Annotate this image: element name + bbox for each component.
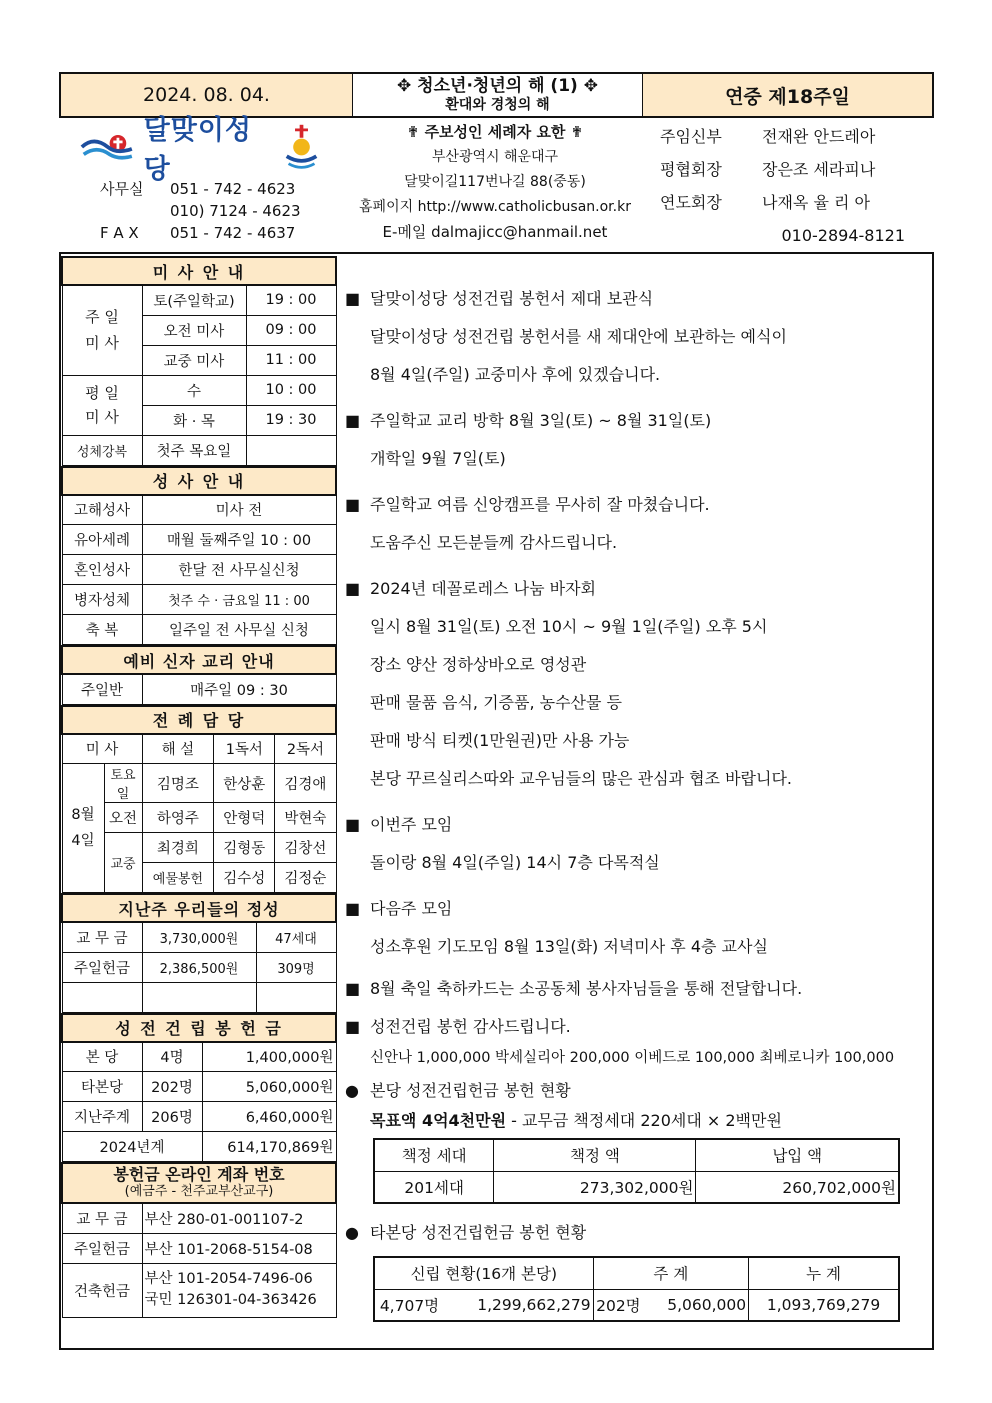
notice-title: 타본당 성전건립헌금 봉헌 현황 [370, 1223, 587, 1242]
accounts-title: 봉헌금 온라인 계좌 번호 [113, 1165, 285, 1184]
fund-amount: 6,460,000원 [202, 1102, 336, 1132]
notice-item [345, 1074, 915, 1108]
circle-bullet-icon: ● [345, 1081, 359, 1100]
notice-title: 주일학교 여름 신앙캠프를 무사히 잘 마쳤습니다. [370, 495, 710, 514]
notice-line: 신안나 1,000,000 박세실리아 200,000 이베드로 100,000 최베로니카 100,000 [370, 1050, 895, 1066]
account-type: 건축헌금 [62, 1263, 142, 1317]
circle-bullet-icon: ● [345, 1223, 359, 1242]
catechism-class: 주일반 [62, 674, 142, 704]
staff-row [660, 153, 905, 186]
notice-line: 판매 방식 티켓(1만원권)만 사용 가능 [370, 731, 630, 750]
notice-item [345, 280, 915, 318]
liturgy-header: 2독서 [275, 734, 336, 764]
sacrament-section-title: 성 사 안 내 [62, 467, 336, 495]
liturgy-table [61, 705, 337, 894]
notice-item [345, 890, 915, 928]
notice-title: 성전건립 봉헌 감사드립니다. [370, 1017, 571, 1036]
mass-time: 10 : 00 [246, 375, 336, 405]
notice-line: 장소 양산 정하상바오로 영성관 [370, 655, 587, 674]
notice-line: 8월 4일(주일) 교중미사 후에 있겠습니다. [370, 365, 661, 384]
accounts-table [61, 1162, 337, 1318]
liturgy-reader2: 박현숙 [275, 803, 336, 833]
account-type: 교 무 금 [62, 1203, 142, 1233]
liturgy-mass: 교중 [104, 833, 142, 893]
table-cell: 202명 [593, 1289, 643, 1321]
adoration-label: 성체강복 [62, 435, 142, 465]
table-cell: 4,707명 [374, 1289, 444, 1321]
notice-title: 2024년 데꼴로레스 나눔 바자회 [370, 579, 596, 598]
liturgy-offertory: 예물봉헌 [142, 863, 214, 893]
offering-blank [256, 982, 336, 1012]
liturgy-commentator: 김명조 [142, 764, 214, 803]
year-theme-title: ✥ 청소년·청년의 해 (1) ✥ [397, 76, 598, 97]
fund-source: 지난주계 [62, 1102, 142, 1132]
square-bullet-icon: ■ [345, 1017, 361, 1036]
fund-count: 202명 [142, 1072, 202, 1102]
wave-cross-icon [80, 127, 134, 167]
square-bullet-icon: ■ [345, 579, 361, 598]
contact-value: 010) 7124 - 4623 [170, 202, 301, 220]
address-line-2: 달맞이길117번나길 88(중동) [404, 174, 586, 190]
sacrament-name: 병자성체 [62, 585, 142, 615]
staff-name: 전재완 안드레아 [762, 127, 876, 146]
notice-line: 판매 물품 음식, 기증품, 농수산물 등 [370, 693, 622, 712]
table-header: 책정 세대 [374, 1139, 494, 1171]
mass-name: 수 [142, 375, 246, 405]
mass-section-title: 미 사 안 내 [62, 257, 336, 285]
contact-row [100, 200, 330, 222]
table-cell: 201세대 [374, 1171, 494, 1203]
sacrament-value: 미사 전 [142, 495, 336, 525]
staff-row [660, 186, 905, 219]
mass-name: 토(주일학교) [142, 285, 246, 315]
building-fund-title: 성 전 건 립 봉 헌 금 [62, 1014, 336, 1042]
sunday-mass-label: 주 일 미 사 [62, 285, 142, 375]
notice-line: 성소후원 기도모임 8월 13일(화) 저녁미사 후 4층 교사실 [370, 937, 768, 956]
parish-logo [80, 115, 320, 185]
square-bullet-icon: ■ [345, 815, 361, 834]
contact-row [100, 178, 330, 200]
fund-count: 4명 [142, 1042, 202, 1072]
square-bullet-icon: ■ [345, 979, 361, 998]
catechism-table [61, 645, 337, 705]
liturgy-mass: 토요일 [104, 764, 142, 803]
offering-blank [62, 982, 142, 1012]
notice-title: 본당 성전건립헌금 봉헌 현황 [370, 1081, 571, 1100]
address-line-1: 부산광역시 해운대구 [431, 149, 559, 165]
notice-item [345, 486, 915, 524]
contact-label [100, 200, 170, 222]
phone-number: 010-2894-8121 [781, 226, 905, 245]
mass-time: 19 : 30 [246, 405, 336, 435]
notice-item [345, 1216, 915, 1250]
liturgy-mass: 오전 [104, 803, 142, 833]
notice-item [345, 806, 915, 844]
mass-time: 09 : 00 [246, 315, 336, 345]
staff-row [660, 120, 905, 153]
notice-line: 개학일 9월 7일(토) [370, 449, 506, 468]
notice-item [345, 1008, 915, 1046]
offering-table [61, 893, 337, 1013]
accounts-subtitle: (예금주 - 천주교부산교구) [124, 1184, 274, 1199]
offering-amount: 2,386,500원 [142, 952, 256, 982]
notice-item [345, 570, 915, 608]
liturgy-header: 1독서 [214, 734, 275, 764]
table-header: 신립 현황(16개 본당) [374, 1257, 593, 1289]
notice-item [345, 970, 915, 1008]
goal-line [345, 1108, 915, 1134]
catechism-time: 매주일 09 : 30 [142, 674, 336, 704]
goal-detail: - 교무금 책정세대 220세대 × 2백만원 [506, 1111, 782, 1130]
building-fund-table [61, 1013, 337, 1163]
contact-label: 사무실 [100, 180, 144, 198]
mass-name: 화 · 목 [142, 405, 246, 435]
moon-cross-emblem-icon [283, 123, 320, 171]
offering-type: 교 무 금 [62, 922, 142, 952]
weekday-mass-label: 평 일 미 사 [62, 375, 142, 435]
square-bullet-icon: ■ [345, 495, 361, 514]
sacrament-table [61, 466, 337, 646]
sacrament-value: 일주일 전 사무실 신청 [142, 615, 336, 645]
table-header: 책정 액 [494, 1139, 696, 1171]
parish-info [345, 120, 645, 245]
liturgy-reader1: 김형동 [214, 833, 275, 863]
offering-count: 47세대 [256, 922, 336, 952]
contact-value: 051 - 742 - 4637 [170, 224, 296, 242]
accounts-title-cell [62, 1163, 336, 1203]
fund-source: 본 당 [62, 1042, 142, 1072]
other-parish-fund-table [373, 1256, 900, 1322]
parish-name: 달맞이성당 [143, 115, 252, 185]
adoration-blank [246, 435, 336, 465]
building-accounts [142, 1263, 336, 1317]
year-theme-subtitle: 환대와 경청의 해 [445, 96, 550, 113]
parish-staff [660, 120, 905, 252]
account-type: 주일헌금 [62, 1233, 142, 1263]
offering-amount: 3,730,000원 [142, 922, 256, 952]
notices [345, 280, 915, 1322]
table-header: 주 계 [593, 1257, 748, 1289]
staff-role: 연도회장 [660, 193, 722, 212]
table-cell: 260,702,000원 [696, 1171, 899, 1203]
email-link[interactable]: E-메일 dalmajicc@hanmail.net [382, 223, 608, 241]
fund-amount: 1,400,000원 [202, 1042, 336, 1072]
liturgy-section-title: 전 례 담 당 [62, 706, 336, 734]
left-column [61, 256, 337, 1318]
fund-count: 206명 [142, 1102, 202, 1132]
offering-type: 주일헌금 [62, 952, 142, 982]
adoration-value: 첫주 목요일 [142, 435, 246, 465]
offering-section-title: 지난주 우리들의 정성 [62, 894, 336, 922]
liturgy-commentator: 하영주 [142, 803, 214, 833]
sacrament-value: 첫주 수 · 금요일 11 : 00 [142, 585, 336, 615]
liturgy-header: 미 사 [62, 734, 142, 764]
patron-saint: ✟ 주보성인 세례자 요한 ✟ [406, 123, 584, 141]
notice-line: 도움주신 모든분들께 감사드립니다. [370, 533, 618, 552]
table-header: 누 계 [749, 1257, 899, 1289]
sacrament-name: 유아세례 [62, 525, 142, 555]
parish-fund-status-table [373, 1138, 900, 1204]
liturgy-commentator: 최경희 [142, 833, 214, 863]
notice-line: 일시 8월 31일(토) 오전 10시 ~ 9월 1일(주일) 오후 5시 [370, 617, 768, 636]
fund-year-label: 2024년계 [62, 1132, 202, 1162]
sacrament-name: 축 복 [62, 615, 142, 645]
contact-label: F A X [100, 224, 139, 242]
notice-line: 달맞이성당 성전건립 봉헌서를 새 제대안에 보관하는 예식이 [370, 327, 787, 346]
sacrament-name: 고해성사 [62, 495, 142, 525]
sacrament-name: 혼인성사 [62, 555, 142, 585]
mass-time: 11 : 00 [246, 345, 336, 375]
table-cell: 273,302,000원 [494, 1171, 696, 1203]
table-cell: 5,060,000 [643, 1289, 748, 1321]
notice-title: 주일학교 교리 방학 8월 3일(토) ~ 8월 31일(토) [370, 411, 712, 430]
mass-table [61, 256, 337, 466]
offering-count: 309명 [256, 952, 336, 982]
notice-title: 8월 축일 축하카드는 소공동체 봉사자님들을 통해 전달합니다. [370, 979, 803, 998]
liturgical-week: 연중 제18주일 [725, 85, 850, 108]
bulletin-date: 2024. 08. 04. [61, 74, 353, 116]
staff-role: 주임신부 [660, 127, 722, 146]
offering-blank [142, 982, 256, 1012]
liturgy-date: 8월 4일 [62, 764, 104, 893]
liturgy-reader2: 김경애 [275, 764, 336, 803]
notice-title: 이번주 모임 [370, 815, 453, 834]
contact-row [100, 222, 330, 244]
catechism-section-title: 예비 신자 교리 안내 [62, 646, 336, 674]
notice-title: 다음주 모임 [370, 899, 453, 918]
sacrament-value: 매월 둘째주일 10 : 00 [142, 525, 336, 555]
homepage-link[interactable]: 홈페이지 http://www.catholicbusan.or.kr [359, 199, 631, 215]
mass-name: 교중 미사 [142, 345, 246, 375]
office-contacts [100, 178, 330, 244]
liturgy-reader1: 안형덕 [214, 803, 275, 833]
fund-year-total: 614,170,869원 [202, 1132, 336, 1162]
liturgy-offertory-2: 김정순 [275, 863, 336, 893]
square-bullet-icon: ■ [345, 899, 361, 918]
fund-amount: 5,060,000원 [202, 1072, 336, 1102]
table-cell: 1,093,769,279 [749, 1289, 899, 1321]
liturgy-offertory-1: 김수성 [214, 863, 275, 893]
table-cell: 1,299,662,279 [444, 1289, 593, 1321]
staff-role: 평협회장 [660, 160, 722, 179]
account-number: 부산 101-2054-7496-06 [144, 1271, 313, 1287]
account-number: 부산 101-2068-5154-08 [142, 1233, 336, 1263]
year-theme [353, 74, 643, 116]
mass-name: 오전 미사 [142, 315, 246, 345]
square-bullet-icon: ■ [345, 411, 361, 430]
staff-name: 나재옥 율 리 아 [762, 193, 870, 212]
mass-time: 19 : 00 [246, 285, 336, 315]
account-number: 국민 126301-04-363426 [144, 1292, 317, 1308]
contact-value: 051 - 742 - 4623 [170, 180, 296, 198]
table-header: 납입 액 [696, 1139, 899, 1171]
staff-name: 장은조 세라피나 [762, 160, 876, 179]
notice-line: 본당 꾸르실리스따와 교우님들의 많은 관심과 협조 바랍니다. [370, 769, 793, 788]
notice-item [345, 402, 915, 440]
account-number: 부산 280-01-001107-2 [142, 1203, 336, 1233]
square-bullet-icon: ■ [345, 289, 361, 308]
liturgy-reader1: 한상훈 [214, 764, 275, 803]
goal-amount: 목표액 4억4천만원 [370, 1111, 507, 1130]
liturgy-reader2: 김창선 [275, 833, 336, 863]
sacrament-value: 한달 전 사무실신청 [142, 555, 336, 585]
liturgy-header: 해 설 [142, 734, 214, 764]
notice-line: 돌이랑 8월 4일(주일) 14시 7층 다목적실 [370, 853, 660, 872]
notice-title: 달맞이성당 성전건립 봉헌서 제대 보관식 [370, 289, 654, 308]
fund-source: 타본당 [62, 1072, 142, 1102]
